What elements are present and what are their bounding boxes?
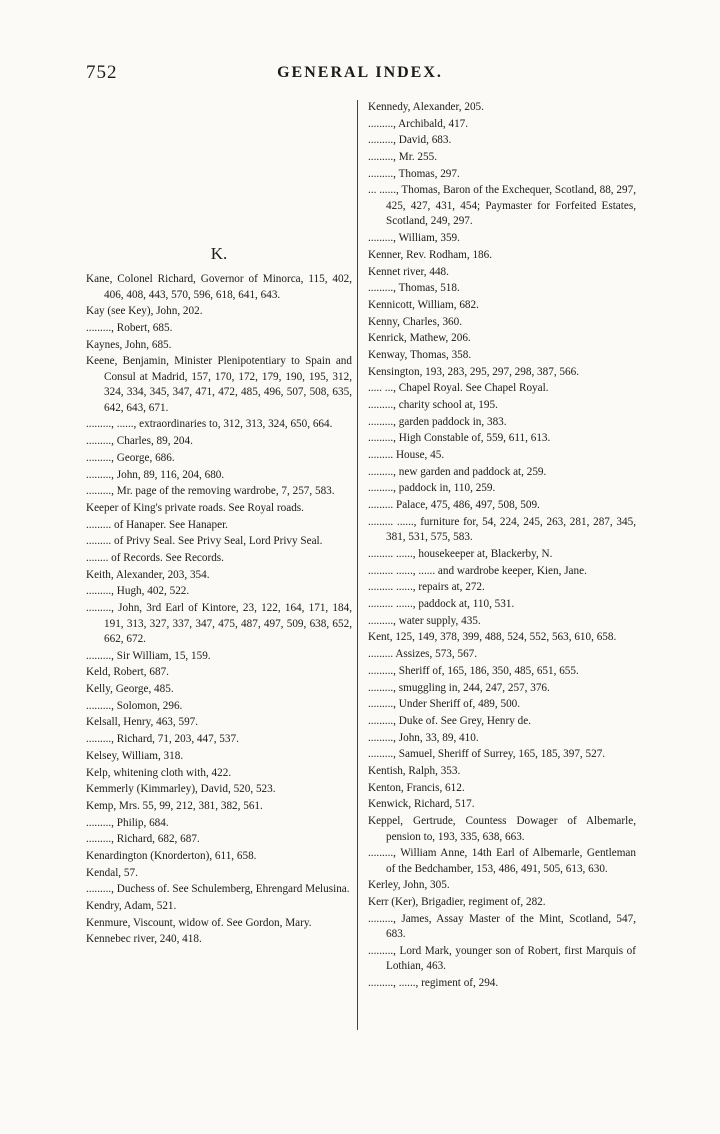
index-entry: Kemp, Mrs. 55, 99, 212, 381, 382, 561.	[86, 799, 263, 812]
index-entry: ......... ......, housekeeper at, Blackerby, N.	[368, 548, 553, 560]
index-entry: ......... ......, repairs at, 272.	[368, 581, 485, 594]
index-entry: ........., William Anne, 14th Earl of Albemarle, Gentleman of the Bedchamber, 153, 486, 491, 505, 613, 630.	[368, 847, 636, 875]
index-entry: ......... House, 45.	[368, 449, 445, 462]
index-entry: ......... ......, ...... and wardrobe keeper, Kien, Jane.	[368, 564, 587, 577]
index-entry: ........., John, 33, 89, 410.	[368, 731, 479, 744]
index-entry: ........., ......, extraordinaries to, 312, 313, 324, 650, 664.	[86, 418, 333, 431]
index-entry: ........., William, 359.	[368, 232, 460, 245]
index-entry: ........., Richard, 682, 687.	[86, 833, 200, 846]
index-entry: ........., Samuel, Sheriff of Surrey, 165, 185, 397, 527.	[368, 748, 606, 761]
index-entry: ........., David, 683.	[368, 134, 452, 147]
index-entry: Kay (see Key), John, 202.	[86, 305, 203, 318]
index-entry: ........., John, 3rd Earl of Kintore, 23, 122, 164, 171, 184, 191, 313, 327, 337, 347, 475, 487, 497, 509, 638, 652, 662, 672.	[86, 602, 352, 645]
index-entry: Kenrick, Mathew, 206.	[368, 332, 471, 345]
index-entry: ........., Thomas, 518.	[368, 282, 460, 295]
index-entry: Kentish, Ralph, 353.	[368, 764, 461, 777]
index-entry: Kendal, 57.	[86, 866, 138, 879]
index-column-right	[368, 100, 636, 993]
index-entry: ......... ......, furniture for, 54, 224, 245, 263, 281, 287, 345, 381, 531, 575, 583.	[368, 515, 636, 544]
index-entry: ........., Richard, 71, 203, 447, 537.	[86, 733, 239, 746]
index-entry: ........., Lord Mark, younger son of Robert, first Marquis of Lothian, 463.	[368, 944, 636, 973]
index-entry: Kennedy, Alexander, 205.	[368, 101, 484, 113]
index-entry: Keith, Alexander, 203, 354.	[86, 568, 210, 581]
index-entry: ........., paddock in, 110, 259.	[368, 482, 496, 495]
index-entry: ........., ......, regiment of, 294.	[368, 977, 499, 990]
index-entry: ........., John, 89, 116, 204, 680.	[86, 468, 225, 481]
index-entry: ........., George, 686.	[86, 451, 175, 464]
index-entry: ........., Philip, 684.	[86, 816, 169, 829]
index-entry: Kelsall, Henry, 463, 597.	[86, 716, 199, 729]
index-entry: Kent, 125, 149, 378, 399, 488, 524, 552, 563, 610, 658.	[368, 631, 617, 644]
index-entry: Kelsey, William, 318.	[86, 749, 184, 762]
index-entry: ........., Mr. 255.	[368, 151, 437, 164]
index-entry: ..... ..., Chapel Royal. See Chapel Royal.	[368, 382, 549, 395]
running-head: GENERAL INDEX.	[277, 64, 443, 81]
index-entry: ........., charity school at, 195.	[368, 399, 498, 411]
index-entry: ........., new garden and paddock at, 259.	[368, 465, 547, 478]
index-entry: Kelp, whitening cloth with, 422.	[86, 766, 232, 779]
index-entry: Kerr (Ker), Brigadier, regiment of, 282.	[368, 896, 546, 909]
section-letter-heading: K.	[210, 244, 228, 263]
index-entry: Kane, Colonel Richard, Governor of Minorca, 115, 402, 406, 408, 443, 570, 596, 618, 641, 643.	[86, 273, 352, 301]
column-divider	[357, 100, 358, 1030]
index-entry: Kelly, George, 485.	[86, 683, 174, 696]
index-entry: ........., smuggling in, 244, 247, 257, 376.	[368, 681, 550, 694]
index-entry: ........., water supply, 435.	[368, 614, 481, 627]
index-entry: Kenner, Rev. Rodham, 186.	[368, 248, 493, 261]
index-entry: ........ of Records. See Records.	[86, 551, 224, 564]
index-entry: Kerley, John, 305.	[368, 879, 450, 892]
index-entry: ........., Under Sheriff of, 489, 500.	[368, 698, 521, 711]
index-entry: ........., High Constable of, 559, 611, 613.	[368, 432, 551, 445]
index-entry: Kenway, Thomas, 358.	[368, 348, 472, 361]
index-entry: Keppel, Gertrude, Countess Dowager of Albemarle, pension to, 193, 335, 638, 663.	[368, 815, 636, 843]
index-entry: ........., James, Assay Master of the Mint, Scotland, 547, 683.	[368, 912, 636, 941]
page-number: 752	[86, 62, 118, 83]
index-entry: ........., Hugh, 402, 522.	[86, 585, 190, 598]
index-column-left	[86, 272, 352, 949]
index-entry: ......... ......, paddock at, 110, 531.	[368, 598, 515, 611]
index-entry: ........., Archibald, 417.	[368, 117, 469, 130]
index-entry: ........., Robert, 685.	[86, 321, 173, 334]
index-entry: Kaynes, John, 685.	[86, 338, 172, 351]
index-entry: ......... Palace, 475, 486, 497, 508, 509.	[368, 499, 540, 512]
index-entry: Keene, Benjamin, Minister Plenipotentiary to Spain and Consul at Madrid, 157, 170, 172, 179, 190, 195, 312, 324, 334, 345, 347, 471, 472, 485, 496, 507, 508, 635, 642, 643, 671.	[86, 355, 352, 414]
index-entry: ........., Charles, 89, 204.	[86, 435, 193, 448]
index-entry: ......... of Hanaper. See Hanaper.	[86, 518, 228, 531]
index-entry: ........., Duchess of. See Schulemberg, Ehrengard Melusina.	[86, 883, 350, 896]
index-entry: ........., Mr. page of the removing wardrobe, 7, 257, 583.	[86, 485, 335, 498]
index-entry: Kenton, Francis, 612.	[368, 781, 465, 794]
index-entry: Kenny, Charles, 360.	[368, 315, 463, 328]
index-entry: Kennet river, 448.	[368, 265, 449, 278]
index-entry: Kenwick, Richard, 517.	[368, 798, 475, 811]
index-entry: Kennicott, William, 682.	[368, 298, 479, 311]
index-entry: Kennebec river, 240, 418.	[86, 933, 202, 946]
index-entry: ........., Sir William, 15, 159.	[86, 649, 211, 662]
index-entry: ........., Sheriff of, 165, 186, 350, 485, 651, 655.	[368, 664, 579, 677]
index-entry: ........., Duke of. See Grey, Henry de.	[368, 714, 531, 727]
index-entry: Kemmerly (Kimmarley), David, 520, 523.	[86, 783, 276, 796]
index-entry: Keeper of King's private roads. See Royal roads.	[86, 501, 304, 514]
index-entry: Kensington, 193, 283, 295, 297, 298, 387, 566.	[368, 365, 580, 378]
index-entry: Keld, Robert, 687.	[86, 666, 169, 679]
index-entry: Kendry, Adam, 521.	[86, 900, 177, 912]
index-entry: Kenmure, Viscount, widow of. See Gordon, Mary.	[86, 916, 312, 929]
index-entry: ........., Solomon, 296.	[86, 699, 183, 712]
index-entry: ... ......, Thomas, Baron of the Exchequer, Scotland, 88, 297, 425, 427, 431, 454; Paymaster for Forfeited Estates, Scotland, 249, 297.	[368, 184, 636, 228]
index-entry: Kenardington (Knorderton), 611, 658.	[86, 849, 257, 862]
index-entry: ........., garden paddock in, 383.	[368, 415, 507, 428]
index-entry: ......... of Privy Seal. See Privy Seal, Lord Privy Seal.	[86, 535, 323, 548]
index-entry: ........., Thomas, 297.	[368, 167, 460, 180]
index-entry: ......... Assizes, 573, 567.	[368, 648, 478, 661]
